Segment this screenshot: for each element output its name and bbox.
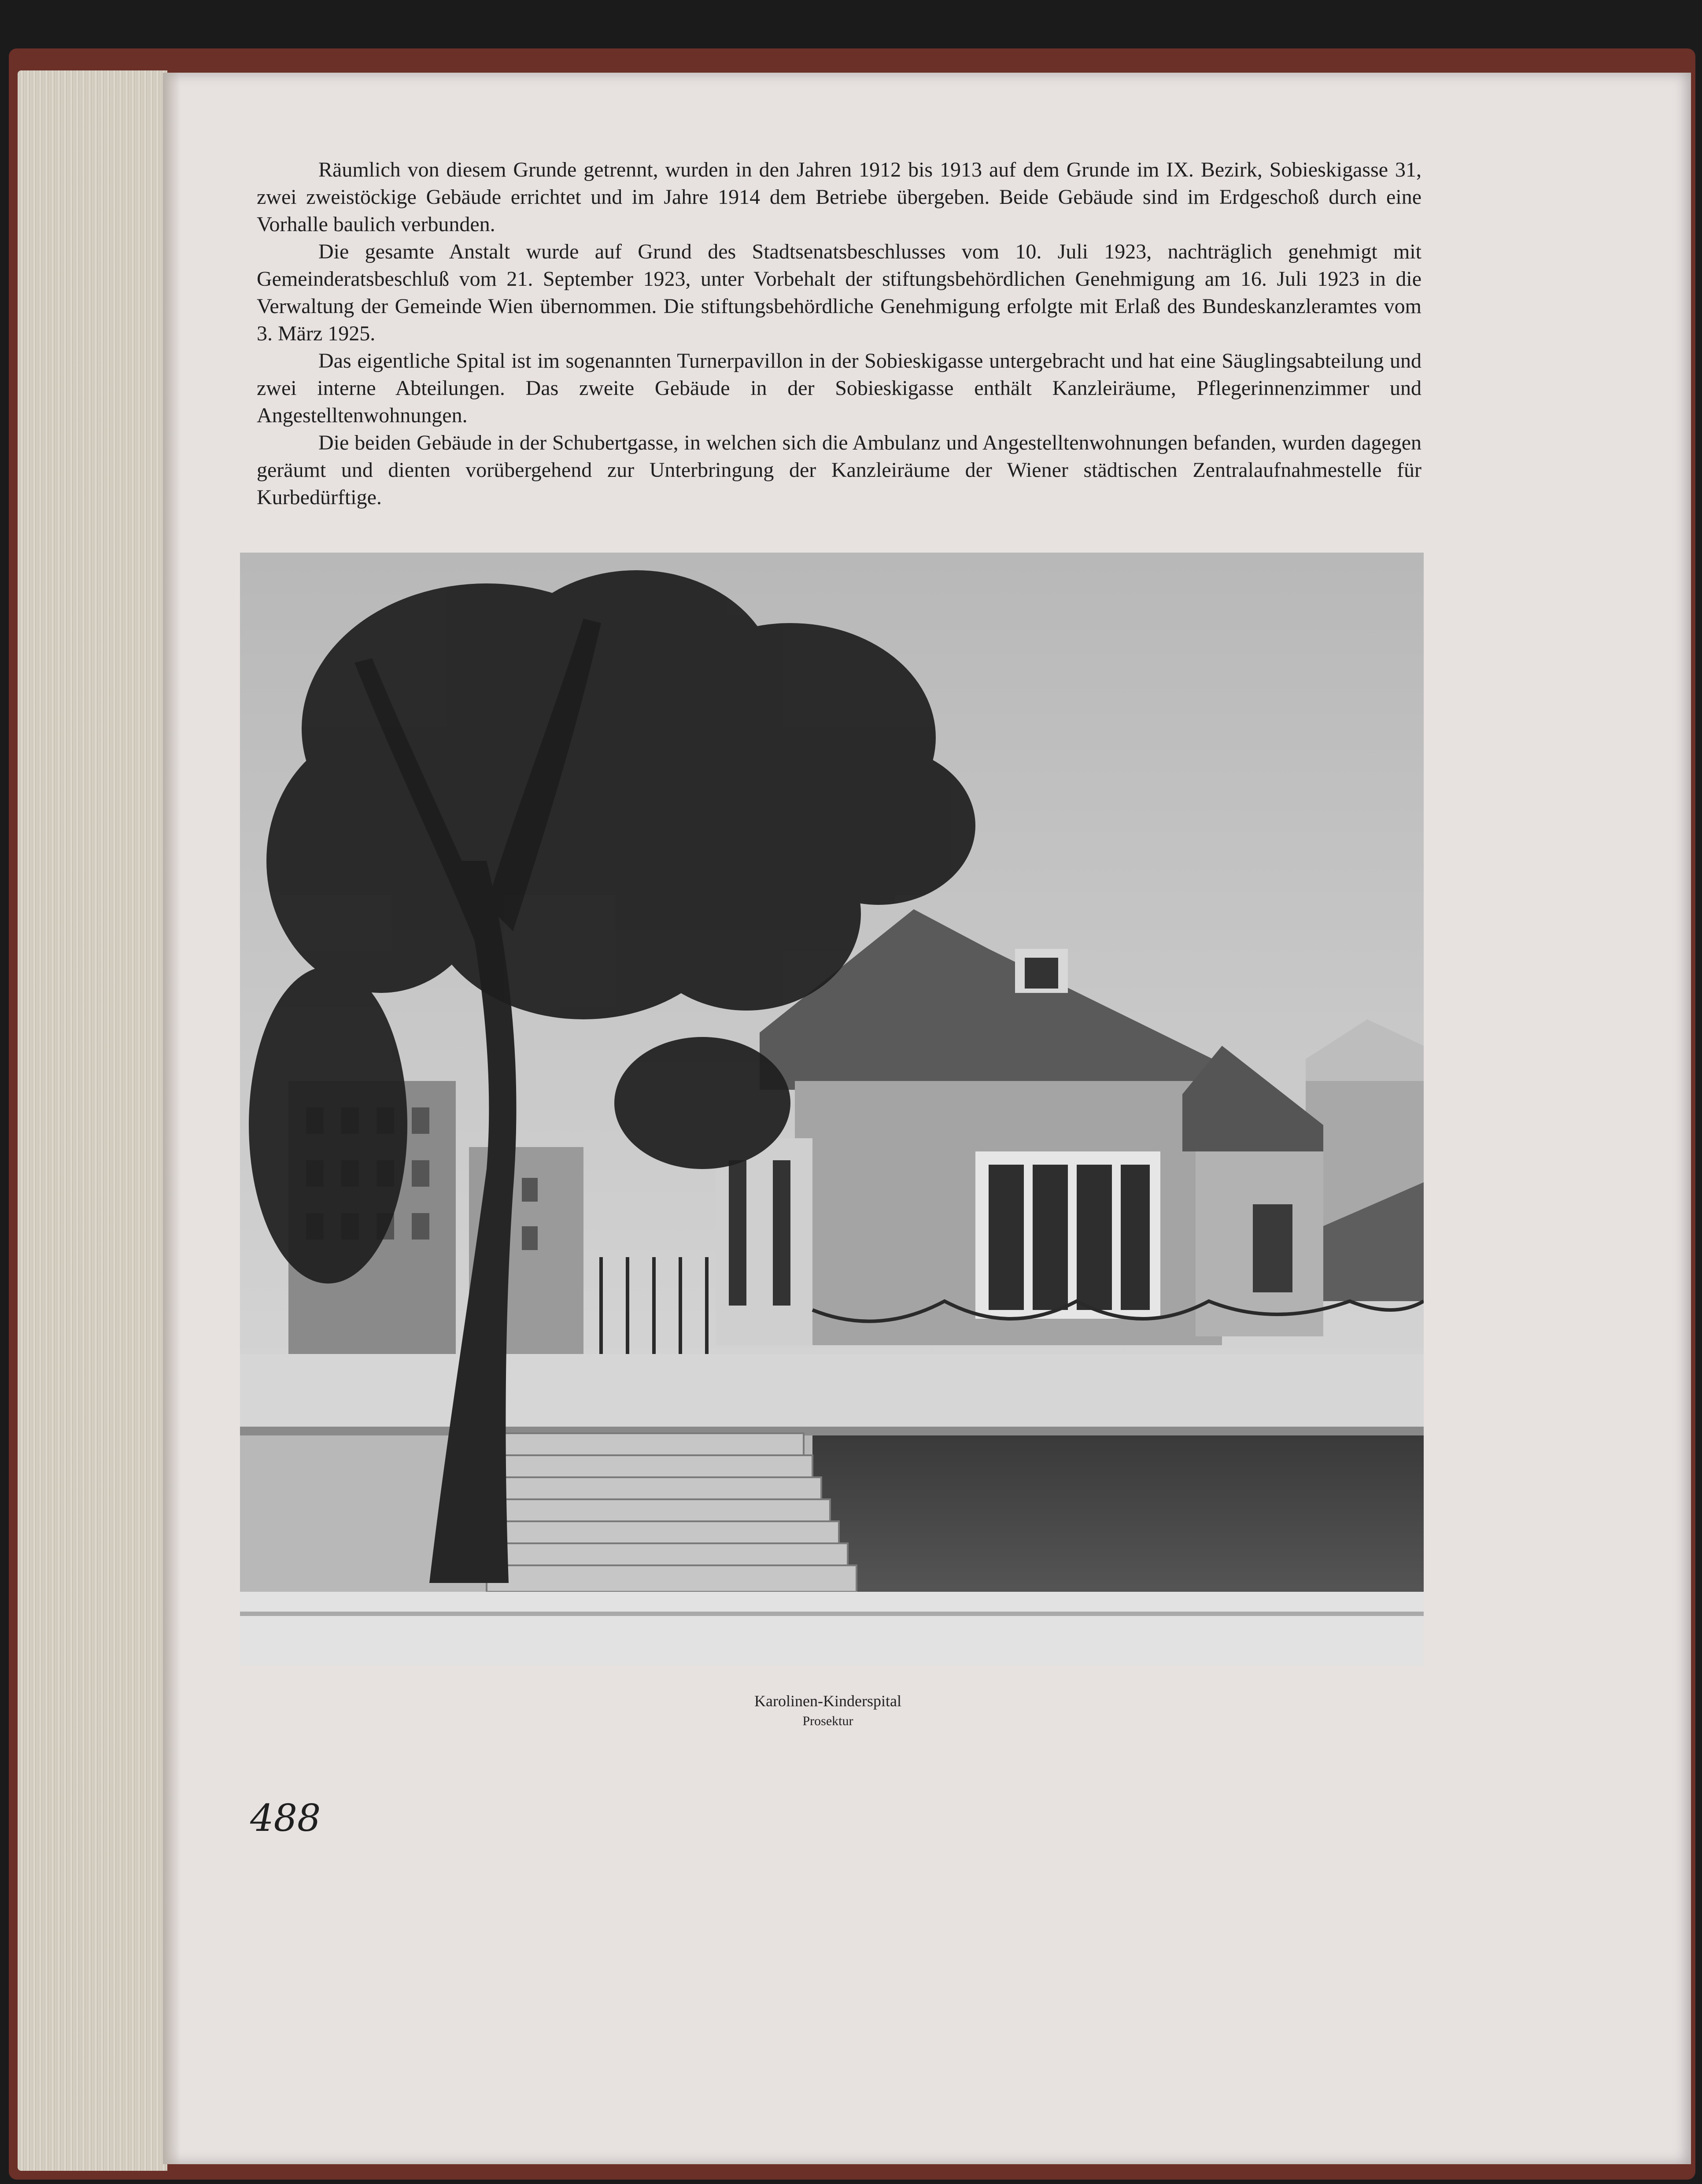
page-number: 488 bbox=[250, 1797, 321, 1840]
paragraph: Die gesamte Anstalt wurde auf Grund des Stadtsenatsbeschlusses vom 10. Juli 1923, nachträglich genehmigt mit Gemeinderatsbeschluß vom 21. September 1923, unter Vorbehalt der stiftungsbehördlichen Genehmigung am 16. Juli 1923 in die Verwaltung der Gemeinde Wien übernommen. Die stiftungsbehördliche Genehmigung erfolgte mit Erlaß des Bundeskanzleramtes vom 3. März 1925. bbox=[257, 240, 1421, 345]
caption-title: Karolinen-Kinderspital bbox=[754, 1692, 901, 1710]
caption-subtitle: Prosektur bbox=[802, 1714, 853, 1728]
photograph bbox=[240, 553, 1424, 1666]
paragraph: Das eigentliche Spital ist im sogenannten Turnerpavillon in der Sobieskigasse untergebracht und hat eine Säuglingsabteilung und zwei interne Abteilungen. Das zweite Gebäude in der Sobieskigasse enthält Kanzleiräume, Pflegerinnenzimmer und Angestelltenwohnungen. bbox=[257, 349, 1421, 427]
photo-illustration bbox=[240, 553, 1424, 1666]
page-edges bbox=[18, 70, 167, 2171]
body-text bbox=[257, 156, 1421, 511]
paragraph: Räumlich von diesem Grunde getrennt, wurden in den Jahren 1912 bis 1913 auf dem Grunde im IX. Bezirk, Sobieskigasse 31, zwei zweistöckige Gebäude errichtet und im Jahre 1914 dem Betriebe übergeben. Beide Gebäude sind im Erdgeschoß durch eine Vorhalle baulich verbunden. bbox=[257, 158, 1421, 236]
paragraph: Die beiden Gebäude in der Schubertgasse, in welchen sich die Ambulanz und Angestelltenwohnungen befanden, wurden dagegen geräumt und dienten vorübergehend zur Unterbringung der Kanzleiräume der Wiener städtischen Zentralaufnahmestelle für Kurbedürftige. bbox=[257, 431, 1421, 509]
